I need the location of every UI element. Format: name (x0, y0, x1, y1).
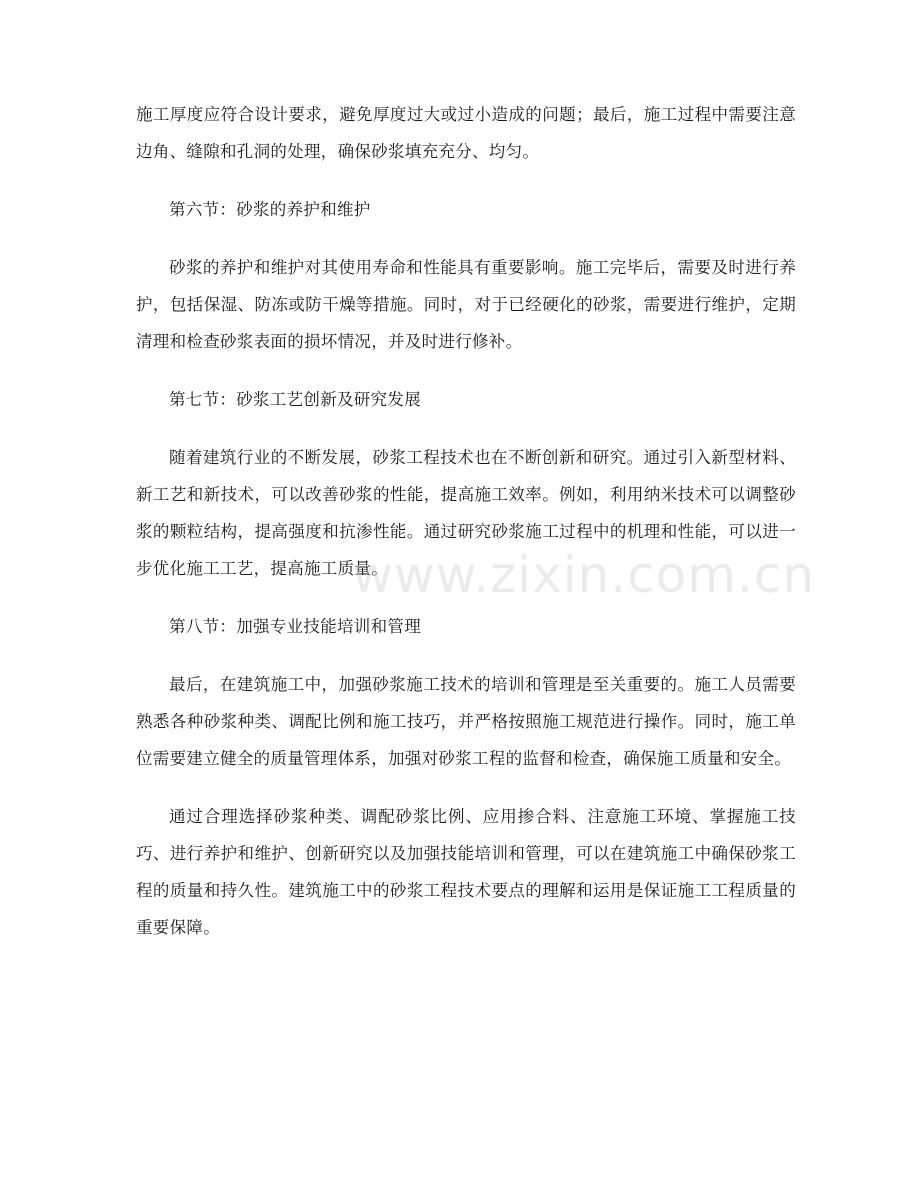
watermark-text: www.zixin.com.cn (352, 546, 816, 604)
paragraph-continued: 施工厚度应符合设计要求，避免厚度过大或过小造成的问题；最后，施工过程中需要注意边角、缝隙和孔洞的处理，确保砂浆填充充分、均匀。 (136, 105, 796, 161)
paragraph-maintenance: 砂浆的养护和维护对其使用寿命和性能具有重要影响。施工完毕后，需要及时进行养护，包括保湿、防冻或防干燥等措施。同时，对于已经硬化的砂浆，需要进行维护，定期清理和检查砂浆表面的损坏情况，并及时进行修补。 (136, 258, 796, 351)
paragraph-innovation: 随着建筑行业的不断发展，砂浆工程技术也在不断创新和研究。通过引入新型材料、新工艺和新技术，可以改善砂浆的性能，提高施工效率。例如，利用纳米技术可以调整砂浆的颗粒结构，提高强度和抗渗性能。通过研究砂浆施工过程中的机理和性能，可以进一步优化施工工艺，提高施工质量。 (136, 448, 796, 578)
paragraph-training: 最后，在建筑施工中，加强砂浆施工技术的培训和管理是至关重要的。施工人员需要熟悉各种砂浆种类、调配比例和施工技巧，并严格按照施工规范进行操作。同时，施工单位需要建立健全的质量管理体系，加强对砂浆工程的监督和检查，确保施工质量和安全。 (136, 675, 796, 768)
document-body (136, 96, 796, 946)
section-heading-7: 第七节：砂浆工艺创新及研究发展 (169, 390, 421, 409)
section-heading-8: 第八节：加强专业技能培训和管理 (169, 617, 421, 636)
section-heading-6: 第六节：砂浆的养护和维护 (169, 200, 371, 219)
paragraph-conclusion: 通过合理选择砂浆种类、调配砂浆比例、应用掺合料、注意施工环境、掌握施工技巧、进行养护和维护、创新研究以及加强技能培训和管理，可以在建筑施工中确保砂浆工程的质量和持久性。建筑施工中的砂浆工程技术要点的理解和运用是保证施工工程质量的重要保障。 (136, 807, 796, 937)
